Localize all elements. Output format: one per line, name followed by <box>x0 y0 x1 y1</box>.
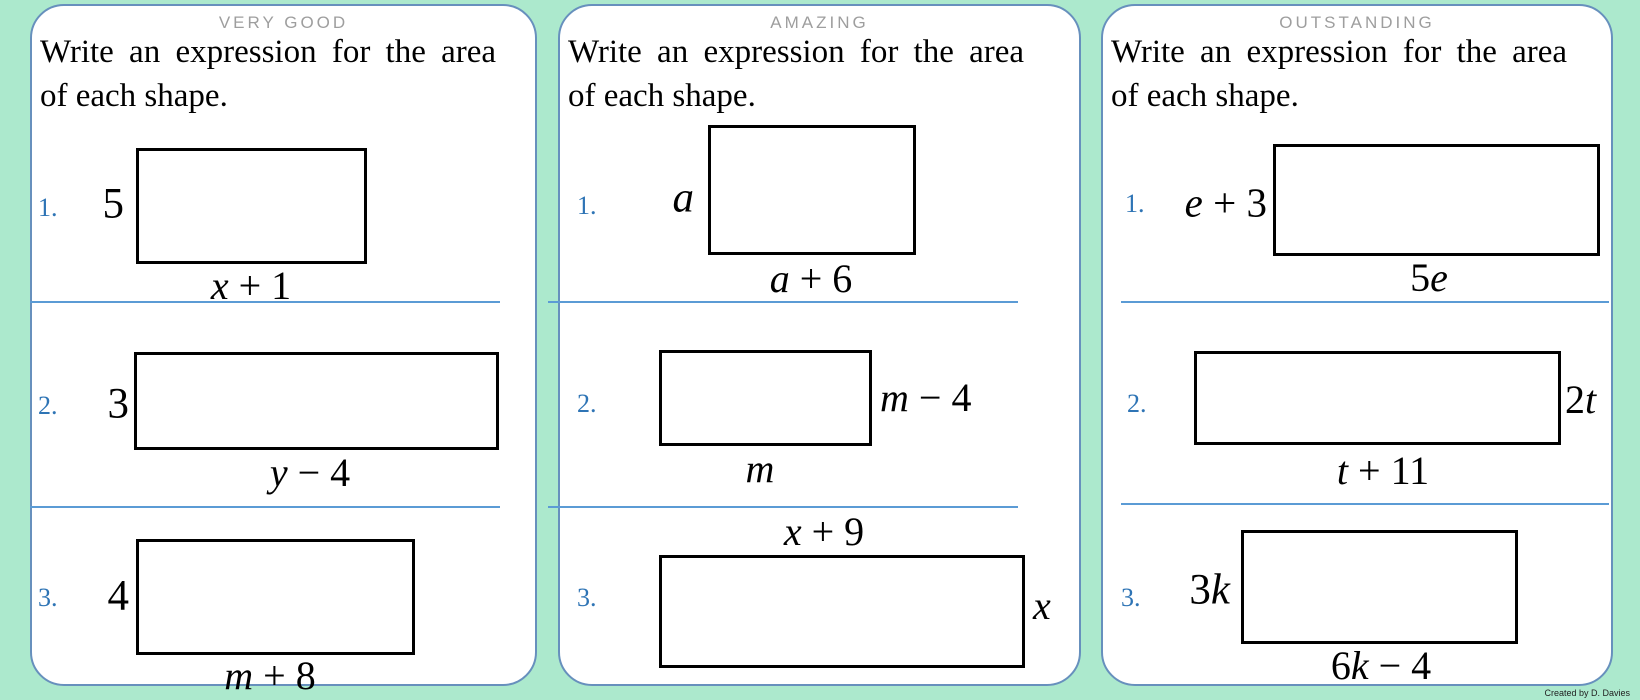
instruction-line2: of each shape. <box>40 78 228 114</box>
problem-number: 2. <box>1127 389 1147 418</box>
rectangle-shape <box>659 350 872 446</box>
row-divider <box>30 301 500 303</box>
worksheet-card-amazing <box>558 4 1081 686</box>
problem-number: 3. <box>38 583 58 612</box>
card-title: VERY GOOD <box>218 13 349 32</box>
worksheet-card-outstanding <box>1101 4 1613 686</box>
row-divider <box>548 506 1018 508</box>
width-label-bottom: y − 4 <box>269 450 351 495</box>
height-label-left: e + 3 <box>1184 179 1267 226</box>
instruction-text <box>568 30 1075 118</box>
rectangle-shape <box>1241 530 1518 644</box>
problem-number: 2. <box>577 389 597 418</box>
row-divider <box>1121 503 1609 505</box>
problem-number: 3. <box>577 583 597 612</box>
height-label-left: 3k <box>1189 566 1230 614</box>
rectangle-shape <box>136 539 415 655</box>
instruction-line2: of each shape. <box>1111 78 1299 114</box>
instruction-line1: Write an expression for the area <box>40 34 497 70</box>
credit-text: Created by D. Davies <box>1544 688 1630 698</box>
width-label-bottom: t + 11 <box>1336 448 1430 493</box>
rectangle-shape <box>708 125 916 255</box>
problem-number: 1. <box>577 191 597 220</box>
row-divider <box>548 301 1018 303</box>
problem-number: 2. <box>38 391 58 420</box>
height-label-left: 3 <box>107 380 129 428</box>
height-label-left: a <box>672 174 694 222</box>
height-label-right: m − 4 <box>880 375 972 420</box>
height-label-right: 2t <box>1565 377 1597 422</box>
width-label-bottom: 5e <box>1410 255 1448 300</box>
worksheet-card-very-good <box>30 4 537 698</box>
row-divider <box>30 506 500 508</box>
instruction-text <box>40 30 531 118</box>
width-label-bottom: m <box>745 446 775 491</box>
card-title: AMAZING <box>770 13 869 32</box>
rectangle-shape <box>134 352 499 450</box>
rectangle-shape <box>136 148 367 264</box>
card-title: OUTSTANDING <box>1279 13 1435 32</box>
row-divider <box>1121 301 1609 303</box>
instruction-line1: Write an expression for the area <box>568 34 1025 70</box>
width-label-top: x + 9 <box>783 509 865 554</box>
problem-number: 1. <box>38 193 58 222</box>
problem-number: 3. <box>1121 583 1141 612</box>
rectangle-shape <box>1194 351 1561 445</box>
height-label-right: x <box>1033 583 1051 628</box>
width-label-bottom: x + 1 <box>210 263 292 308</box>
height-label-left: 4 <box>107 572 129 620</box>
height-label-left: 5 <box>102 180 124 228</box>
instruction-line1: Write an expression for the area <box>1111 34 1568 70</box>
instruction-line2: of each shape. <box>568 78 756 114</box>
instruction-text <box>1111 30 1607 118</box>
width-label-bottom: m + 8 <box>224 653 316 698</box>
width-label-bottom: a + 6 <box>769 256 853 301</box>
rectangle-shape <box>659 555 1025 668</box>
problem-number: 1. <box>1125 189 1145 218</box>
width-label-bottom: 6k − 4 <box>1330 643 1432 688</box>
rectangle-shape <box>1273 144 1600 256</box>
